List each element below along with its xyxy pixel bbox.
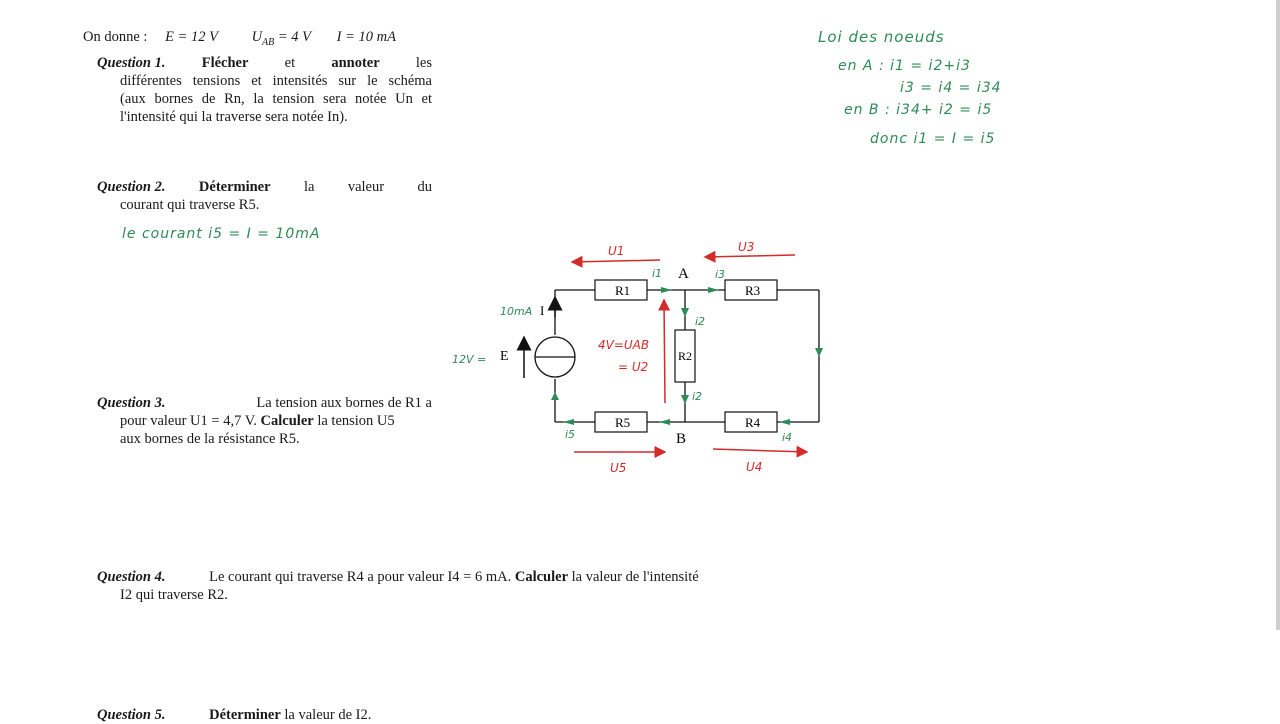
arrow-i2-bottom bbox=[681, 395, 689, 404]
q4-line1: Question 4. Le courant qui traverse R4 a pour valeur I4 = 6 mA. Calculer la valeur de l'intensité bbox=[97, 569, 699, 585]
node-B: B bbox=[676, 431, 687, 447]
given-line bbox=[83, 28, 396, 52]
arrow-right-branch bbox=[815, 348, 823, 357]
notes-title: Loi des noeuds bbox=[818, 28, 945, 46]
ann-i3: i3 bbox=[715, 268, 726, 281]
ann-i2: i2 bbox=[695, 315, 706, 328]
label-r4: R4 bbox=[745, 415, 761, 430]
q2-handwritten-answer: le courant i5 = I = 10mA bbox=[122, 226, 321, 242]
q3-line3: aux bornes de la résistance R5. bbox=[120, 431, 300, 447]
ann-i4: i4 bbox=[782, 431, 793, 444]
page-edge bbox=[1276, 0, 1280, 630]
label-r1: R1 bbox=[615, 283, 631, 298]
ann-10mA: 10mA bbox=[500, 305, 533, 318]
ann-U3: U3 bbox=[738, 240, 755, 254]
arrow-i5 bbox=[563, 419, 574, 425]
q1-line3: (aux bornes de Rn, la tension sera notée Un et bbox=[120, 91, 432, 107]
arrow-source-up bbox=[551, 392, 559, 400]
label-r5: R5 bbox=[615, 415, 631, 430]
arrow-U1 bbox=[572, 260, 660, 262]
note-4: donc i1 = I = i5 bbox=[870, 131, 996, 147]
q3-line2: pour valeur U1 = 4,7 V. Calculer la tension U5 bbox=[120, 413, 395, 429]
arrow-i3 bbox=[708, 287, 719, 293]
ann-i5: i5 bbox=[565, 428, 576, 441]
given-UAB: $U_{AB} = 4$ V bbox=[251, 29, 312, 48]
ann-i2b: i2 bbox=[692, 390, 703, 403]
q4-line2: I2 qui traverse R2. bbox=[120, 587, 228, 603]
q2-line2: courant qui traverse R5. bbox=[120, 197, 260, 213]
ann-U2: = U2 bbox=[618, 360, 649, 374]
q2-line1: Question 2. Déterminer la valeur du bbox=[97, 179, 432, 195]
note-3: en B : i34+ i2 = i5 bbox=[844, 102, 993, 118]
label-r3: R3 bbox=[745, 283, 761, 298]
note-2: i3 = i4 = i34 bbox=[900, 80, 1002, 96]
note-1: en A : i1 = i2+i3 bbox=[838, 58, 971, 74]
arrow-i2-to-r5 bbox=[659, 419, 670, 425]
q1-line1: Question 1. Flécher et annoter les bbox=[97, 55, 432, 71]
ann-i1: i1 bbox=[652, 267, 663, 280]
arrow-UAB bbox=[664, 300, 665, 403]
ann-U4: U4 bbox=[746, 460, 763, 474]
given-I: I = 10 mA bbox=[336, 29, 396, 45]
question-1 bbox=[97, 54, 432, 126]
label-I: I bbox=[540, 303, 545, 318]
question-5: Question 5. Déterminer la valeur de I2. bbox=[97, 707, 372, 723]
label-E: E bbox=[500, 349, 509, 364]
q1-line4: l'intensité qui la traverse sera notée In). bbox=[120, 109, 348, 125]
q1-line2: différentes tensions et intensités sur le schéma bbox=[120, 73, 432, 89]
question-2 bbox=[97, 178, 432, 214]
ann-4V-UAB: 4V=UAB bbox=[598, 338, 650, 352]
q3-line1: Question 3. La tension aux bornes de R1 a bbox=[97, 395, 432, 411]
arrow-U4 bbox=[713, 449, 807, 452]
label-r2: R2 bbox=[678, 349, 693, 363]
arrow-i4 bbox=[779, 419, 790, 425]
ann-12V: 12V = bbox=[452, 353, 487, 366]
question-3 bbox=[97, 394, 432, 448]
arrow-i1 bbox=[661, 287, 672, 293]
question-4 bbox=[97, 568, 797, 604]
arrow-i2-top bbox=[681, 308, 689, 317]
given-E: E = 12 V bbox=[165, 29, 218, 45]
given-prefix: On donne : bbox=[83, 29, 148, 45]
ann-U5: U5 bbox=[610, 461, 627, 475]
circuit-diagram bbox=[440, 235, 840, 485]
ann-U1: U1 bbox=[608, 244, 625, 258]
node-A: A bbox=[678, 266, 689, 282]
arrow-U3 bbox=[705, 255, 795, 257]
